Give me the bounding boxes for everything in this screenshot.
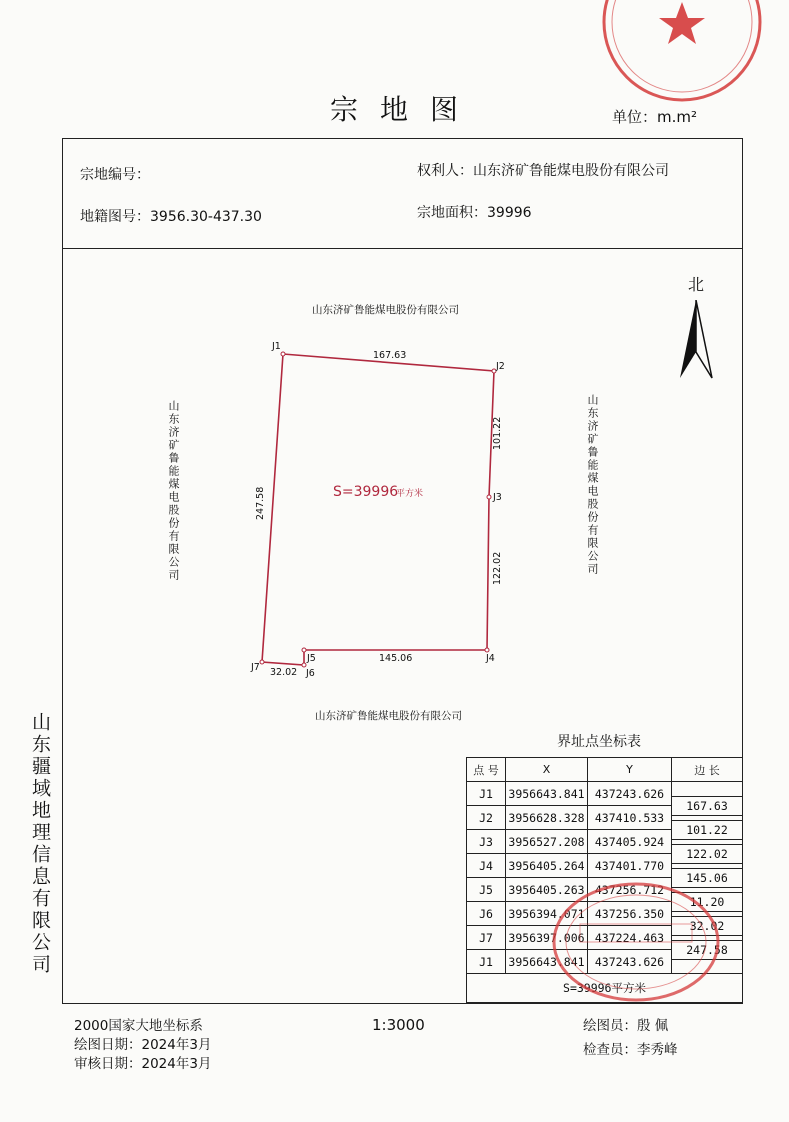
table-cell-x: 3956643.841 (506, 782, 588, 806)
table-cell-pt: J6 (467, 902, 506, 926)
table-cell-pt: J2 (467, 806, 506, 830)
table-footer-area: S=39996平方米 (467, 974, 743, 1003)
point-marker (260, 660, 264, 664)
table-cell-length (672, 950, 743, 974)
coord-table-title: 界址点坐标表 (557, 734, 641, 750)
table-cell-x: 3956397.006 (506, 926, 588, 950)
table-header-row (467, 758, 743, 782)
edge-length: 122.02 (672, 844, 742, 864)
table-cell-x: 3956405.264 (506, 854, 588, 878)
edge-length: 11.20 (672, 892, 742, 912)
parcel-boundary (262, 354, 494, 665)
table-cell-y: 437243.626 (588, 950, 672, 974)
table-cell-pt: J7 (467, 926, 506, 950)
point-label: J2 (496, 361, 505, 372)
table-cell-length (672, 878, 743, 909)
table-cell-length (672, 806, 743, 837)
edge-label: 167.63 (373, 350, 407, 361)
table-cell-pt: J3 (467, 830, 506, 854)
point-marker (281, 352, 285, 356)
parcel-area: 宗地面积：39996 (417, 205, 532, 221)
table-cell-x: 3956527.208 (506, 830, 588, 854)
table-cell-length (672, 902, 743, 933)
area-text: S=39996 (333, 484, 399, 500)
table-cell-y: 437243.626 (588, 782, 672, 806)
point-label: J7 (251, 662, 260, 673)
neighbor-top: 山东济矿鲁能煤电股份有限公司 (312, 304, 459, 316)
edge-length: 101.22 (672, 820, 742, 840)
table-cell-y: 437224.463 (588, 926, 672, 950)
neighbor-right: 山东济矿鲁能煤电股份有限公司 (586, 394, 599, 576)
table-cell-length (672, 926, 743, 957)
edge-label: 122.02 (492, 551, 503, 585)
table-row (467, 950, 743, 974)
table-row (467, 830, 743, 854)
table-row (467, 902, 743, 926)
page-title: 宗地图 (330, 93, 481, 126)
table-cell-pt: J1 (467, 950, 506, 974)
edge-length: 32.02 (672, 916, 742, 936)
table-cell-x: 3956405.263 (506, 878, 588, 902)
table-row (467, 854, 743, 878)
table-cell-pt: J1 (467, 782, 506, 806)
neighbor-left: 山东济矿鲁能煤电股份有限公司 (167, 400, 180, 582)
scale: 1:3000 (372, 1016, 425, 1034)
col-x: X (506, 758, 588, 782)
edge-label: 32.02 (270, 667, 298, 678)
map-sheet-no: 地籍图号：3956.30-437.30 (80, 209, 262, 225)
point-label: J6 (306, 668, 315, 679)
coord-table (466, 757, 743, 1003)
neighbor-bottom: 山东济矿鲁能煤电股份有限公司 (315, 710, 462, 722)
table-row (467, 782, 743, 806)
table-cell-y: 437256.712 (588, 878, 672, 902)
table-cell-x: 3956643.841 (506, 950, 588, 974)
drafter: 绘图员：殷 佩 (583, 1018, 669, 1034)
edge-label: 145.06 (379, 653, 413, 664)
coord-system: 2000国家大地坐标系 (74, 1018, 203, 1034)
edge-length: 145.06 (672, 868, 742, 888)
point-label: J3 (493, 492, 502, 503)
edge-label: 101.22 (492, 416, 503, 450)
area-unit: 平方米 (396, 489, 424, 499)
point-label: J1 (272, 341, 281, 352)
point-marker (302, 663, 306, 667)
table-cell-x: 3956394.071 (506, 902, 588, 926)
checker: 检查员：李秀峰 (583, 1042, 678, 1058)
draw-date: 绘图日期：2024年3月 (74, 1037, 212, 1053)
table-cell-y: 437256.350 (588, 902, 672, 926)
edge-length: 247.58 (672, 940, 742, 960)
review-date: 审核日期：2024年3月 (74, 1056, 212, 1072)
parcel-no-label: 宗地编号： (80, 167, 150, 183)
edge-length: 167.63 (672, 796, 742, 816)
table-row (467, 926, 743, 950)
col-y: Y (588, 758, 672, 782)
table-cell-length (672, 830, 743, 861)
north-label: 北 (688, 275, 705, 294)
table-cell-pt: J5 (467, 878, 506, 902)
owner-label: 权利人：山东济矿鲁能煤电股份有限公司 (417, 163, 669, 179)
table-cell-y: 437410.533 (588, 806, 672, 830)
table-cell-y: 437401.770 (588, 854, 672, 878)
table-cell-y: 437405.924 (588, 830, 672, 854)
point-marker (302, 648, 306, 652)
col-length: 边 长 (672, 758, 743, 782)
table-cell-pt: J4 (467, 854, 506, 878)
col-point: 点 号 (467, 758, 506, 782)
table-cell-x: 3956628.328 (506, 806, 588, 830)
edge-label: 247.58 (255, 486, 266, 520)
point-marker (485, 648, 489, 652)
surveyor-company: 山东疆域地理信息有限公司 (29, 712, 51, 976)
point-label: J4 (486, 653, 495, 664)
point-label: J5 (307, 653, 316, 664)
table-row (467, 878, 743, 902)
table-cell-length (672, 782, 743, 813)
table-row (467, 806, 743, 830)
point-marker (487, 495, 491, 499)
table-cell-length (672, 854, 743, 885)
unit-label: 单位：m.m² (612, 108, 698, 126)
